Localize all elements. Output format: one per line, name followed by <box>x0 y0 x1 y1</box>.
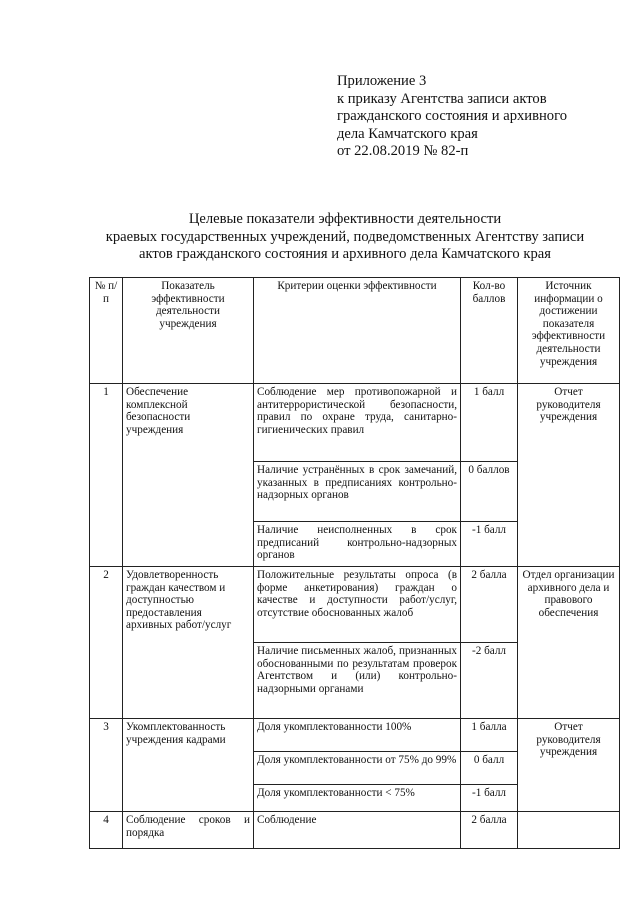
criterion-points: -2 балл <box>461 643 518 719</box>
criterion-text: Доля укомплектованности от 75% до 99% <box>254 752 461 785</box>
appendix-line: Приложение 3 <box>337 73 427 89</box>
row-indicator: Обеспечение комплексной безопасности учреждения <box>123 384 254 567</box>
table-row <box>90 567 620 643</box>
criterion-text: Соблюдение <box>254 812 461 849</box>
table-row <box>90 812 620 849</box>
criterion-points: 0 баллов <box>461 462 518 522</box>
criterion-points: 2 балла <box>461 812 518 849</box>
row-indicator: Укомплектованность учреждения кадрами <box>123 719 254 812</box>
table-row <box>90 384 620 462</box>
row-num: 4 <box>90 812 123 849</box>
criterion-text: Наличие письменных жалоб, признанных обоснованными по результатам проверок Агентством и (или) контрольно-надзорными органами <box>254 643 461 719</box>
row-indicator: Удовлетворенность граждан качеством и доступностью предоставления архивных работ/услуг <box>123 567 254 719</box>
criterion-text: Наличие неисполненных в срок предписаний контрольно-надзорных органов <box>254 522 461 567</box>
row-source <box>518 812 620 849</box>
criterion-points: -1 балл <box>461 522 518 567</box>
header-num: № п/п <box>90 278 123 384</box>
header-criteria: Критерии оценки эффективности <box>254 278 461 384</box>
indicators-table <box>89 277 620 849</box>
row-num: 1 <box>90 384 123 567</box>
row-source: Отчет руководителя учреждения <box>518 719 620 812</box>
title-line: краевых государственных учреждений, подведомственных Агентству записи <box>105 228 585 245</box>
criterion-points: 2 балла <box>461 567 518 643</box>
row-source: Отдел организации архивного дела и правового обеспечения <box>518 567 620 719</box>
title-line: Целевые показатели эффективности деятельности <box>188 211 502 227</box>
appendix-header <box>337 73 627 161</box>
criterion-text: Наличие устранённых в срок замечаний, указанных в предписаниях контрольно-надзорных органов <box>254 462 461 522</box>
header-indicator: Показатель эффективности деятельности учреждения <box>123 278 254 384</box>
criterion-text: Доля укомплектованности < 75% <box>254 785 461 812</box>
appendix-line: от 22.08.2019 № 82-п <box>337 143 469 159</box>
appendix-line: гражданского состояния и архивного <box>337 108 568 124</box>
criterion-text: Положительные результаты опроса (в форме анкетирования) граждан о качестве и доступности работ/услуг, отсутствие обоснованных жалоб <box>254 567 461 643</box>
appendix-line: дела Камчатского края <box>337 125 478 142</box>
header-points: Кол-во баллов <box>461 278 518 384</box>
title-line: актов гражданского состояния и архивного дела Камчатского края <box>139 246 551 262</box>
criterion-points: -1 балл <box>461 785 518 812</box>
criterion-text: Соблюдение мер противопожарной и антитеррористической безопасности, правил по охране труда, санитарно-гигиенических правил <box>254 384 461 462</box>
row-indicator: Соблюдение сроков и порядка <box>123 812 254 849</box>
row-source: Отчет руководителя учреждения <box>518 384 620 567</box>
document-title <box>60 211 630 264</box>
appendix-line: к приказу Агентства записи актов <box>337 90 547 107</box>
table-header-row <box>90 278 620 384</box>
criterion-points: 1 балла <box>461 719 518 752</box>
table-row <box>90 719 620 752</box>
row-num: 3 <box>90 719 123 812</box>
row-num: 2 <box>90 567 123 719</box>
header-source: Источник информации о достижении показателя эффективности деятельности учреждения <box>518 278 620 384</box>
criterion-points: 0 балл <box>461 752 518 785</box>
criterion-points: 1 балл <box>461 384 518 462</box>
criterion-text: Доля укомплектованности 100% <box>254 719 461 752</box>
